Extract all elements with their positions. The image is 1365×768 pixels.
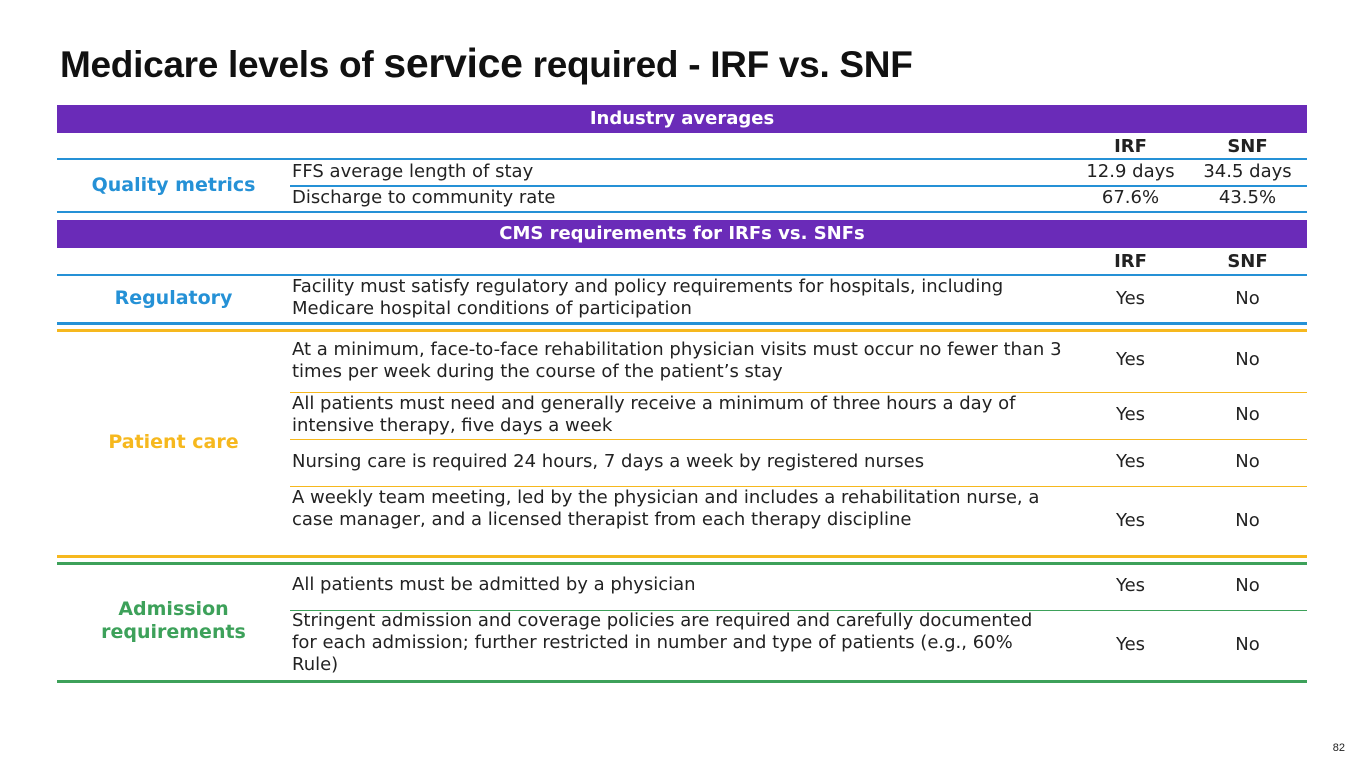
row-irf-value: Yes (1115, 634, 1146, 655)
industry-averages-banner: Industry averages (57, 105, 1307, 133)
divider (290, 439, 1307, 440)
title-part3: required - IRF vs. SNF (522, 44, 913, 85)
header-irf-2: IRF (1114, 251, 1147, 272)
category-patient-care: Patient care (108, 431, 239, 453)
row-snf-value: 34.5 days (1203, 161, 1292, 182)
row-desc: All patients must be admitted by a physician (292, 574, 696, 595)
row-desc: Discharge to community rate (292, 187, 556, 208)
row-irf-value: 12.9 days (1086, 161, 1175, 182)
row-irf-value: Yes (1115, 404, 1146, 425)
divider (57, 322, 1307, 325)
row-desc: All patients must need and generally receive a minimum of three hours a day of intensive therapy, five days a week (292, 393, 1016, 436)
row-snf-value: No (1235, 575, 1260, 596)
row-irf-value: Yes (1115, 575, 1146, 596)
header-snf-2: SNF (1227, 251, 1268, 272)
row-snf-value: No (1235, 634, 1260, 655)
row-desc: Nursing care is required 24 hours, 7 days a week by registered nurses (292, 451, 925, 472)
row-irf-value: Yes (1115, 451, 1146, 472)
page-number: 82 (1332, 742, 1345, 754)
divider (57, 680, 1307, 683)
slide-title (60, 40, 913, 87)
row-snf-value: 43.5% (1218, 187, 1277, 208)
header-snf-1: SNF (1227, 136, 1268, 157)
row-snf-value: No (1235, 349, 1260, 370)
divider (57, 562, 1307, 565)
category-regulatory: Regulatory (114, 287, 233, 309)
row-snf-value: No (1235, 510, 1260, 531)
divider (57, 329, 1307, 332)
divider (57, 555, 1307, 558)
cms-requirements-banner: CMS requirements for IRFs vs. SNFs (57, 220, 1307, 248)
row-snf-value: No (1235, 451, 1260, 472)
title-part1: Medicare levels of (60, 44, 384, 85)
category-admission-requirements: Admission requirements (101, 598, 246, 643)
header-irf-1: IRF (1114, 136, 1147, 157)
row-desc: At a minimum, face-to-face rehabilitation physician visits must occur no fewer than 3 times per week during the course of the patient’s stay (292, 339, 1062, 382)
row-irf-value: Yes (1115, 288, 1146, 309)
row-desc: A weekly team meeting, led by the physician and includes a rehabilitation nurse, a case manager, and a licensed therapist from each therapy discipline (292, 487, 1040, 530)
row-irf-value: Yes (1115, 510, 1146, 531)
row-irf-value: Yes (1115, 349, 1146, 370)
row-snf-value: No (1235, 288, 1260, 309)
row-desc: FFS average length of stay (292, 161, 534, 182)
title-part2: service (383, 40, 523, 86)
row-desc: Stringent admission and coverage policies are required and carefully documented for each admission; further restricted in number and type of patients (e.g., 60% Rule) (292, 610, 1033, 675)
row-snf-value: No (1235, 404, 1260, 425)
row-desc: Facility must satisfy regulatory and policy requirements for hospitals, including Medicare hospital conditions of participation (292, 276, 1004, 319)
category-quality-metrics: Quality metrics (91, 174, 256, 196)
divider (57, 211, 1307, 213)
divider (57, 158, 1307, 160)
row-irf-value: 67.6% (1101, 187, 1160, 208)
